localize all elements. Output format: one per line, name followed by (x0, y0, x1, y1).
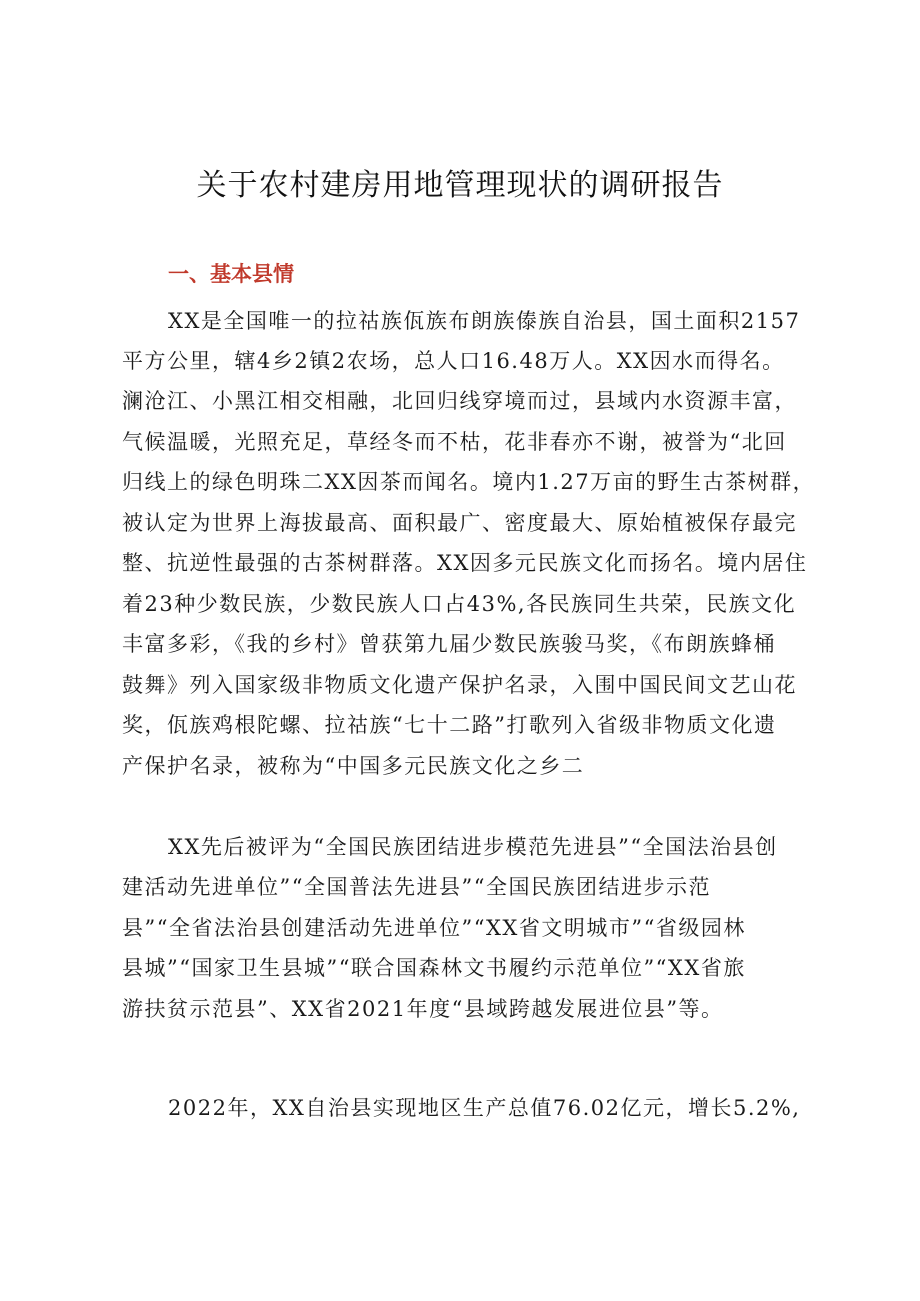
text-line: 澜沧江、小黑江相交相融，北回归线穿境而过，县域内水资源丰富， (122, 389, 797, 413)
text-line: 县”“全省法治县创建活动先进单位”“XX省文明城市”“省级园林 (122, 916, 746, 940)
text-line: 整、抗逆性最强的古茶树群落。XX因多元民族文化而扬名。境内居住 (122, 551, 808, 575)
text-line: 奖，佤族鸡根陀螺、拉祜族“七十二路”打歌列入省级非物质文化遗 (122, 713, 777, 737)
text-line: 建活动先进单位”“全国普法先进县”“全国民族团结进步示范 (122, 875, 711, 899)
text-line: 丰富多彩，《我的乡村》曾获第九届少数民族骏马奖，《布朗族蜂桶 (122, 632, 776, 656)
text-line: 2022年，XX自治县实现地区生产总值76.02亿元，增长5.2%, (168, 1096, 801, 1120)
text-line: 被认定为世界上海拔最高、面积最广、密度最大、原始植被保存最完 (122, 511, 797, 535)
text-line: 平方公里，辖4乡2镇2农场，总人口16.48万人。XX因水而得名。 (122, 349, 785, 373)
text-line: 县城”“国家卫生县城”“联合国森林文书履约示范单位”“XX省旅 (122, 956, 746, 980)
text-line: 归线上的绿色明珠二XX因茶而闻名。境内1.27万亩的野生古茶树群， (122, 470, 816, 494)
text-line: 气候温暖，光照充足，草经冬而不枯，花非春亦不谢，被誉为“北回 (122, 430, 787, 454)
text-line: 产保护名录，被称为“中国多元民族文化之乡二 (122, 754, 585, 778)
text-line: XX先后被评为“全国民族团结进步模范先进县”“全国法治县创 (168, 835, 778, 859)
text-line: 游扶贫示范县”、XX省2021年度“县域跨越发展进位县”等。 (122, 997, 724, 1021)
document-title: 关于农村建房用地管理现状的调研报告 (196, 168, 724, 203)
text-line: 鼓舞》列入国家级非物质文化遗产保护名录，入围中国民间文艺山花 (122, 673, 797, 697)
text-line: XX是全国唯一的拉祜族佤族布朗族傣族自治县，国土面积2157 (168, 309, 801, 333)
text-line: 着23种少数民族，少数民族人口占43%,各民族同生共荣，民族文化 (122, 592, 797, 616)
section-heading-basic-info: 一、基本县情 (168, 262, 294, 286)
